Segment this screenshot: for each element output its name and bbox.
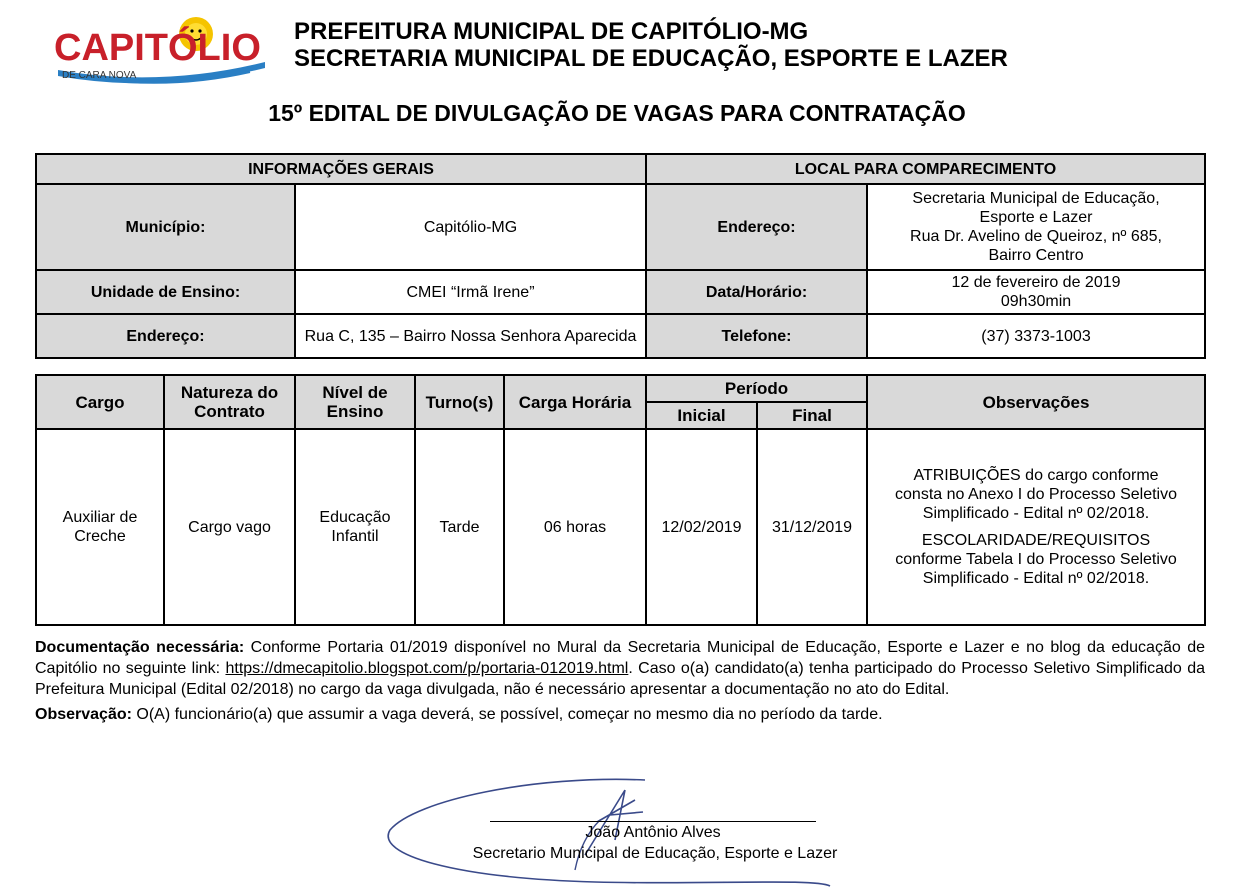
obs-escolaridade: ESCOLARIDADE/REQUISITOS conforme Tabela I do Processo Seletivo Simplificado - Edital nº 02/2018. (895, 532, 1177, 587)
location-header: LOCAL PARA COMPARECIMENTO (646, 154, 1205, 184)
col-observacoes: Observações (867, 375, 1205, 429)
unidade-label: Unidade de Ensino: (36, 270, 295, 314)
signer-name: João Antônio Alves (585, 824, 721, 841)
data-horario-value: 12 de fevereiro de 2019 09h30min (867, 270, 1205, 314)
col-turno: Turno(s) (415, 375, 504, 429)
documentation-note: Documentação necessária: Conforme Portaria 01/2019 disponível no Mural da Secretaria Municipal de Educação, Esporte e Lazer e no blog da educação de Capitólio no seguinte link: https://dmecapitolio.blogspot.com/p/portaria-012019.html. Caso o(a) candidato(a) tenha participado do Processo Seletivo Simplificado da Prefeitura Municipal (Edital 02/2018) no cargo da vaga divulgada, não é necessário apresentar a documentação no ato do Edital. (35, 639, 1205, 698)
header-line-1: PREFEITURA MUNICIPAL DE CAPITÓLIO-MG (294, 18, 809, 45)
col-cargo: Cargo (36, 375, 164, 429)
endereco-unidade-label: Endereço: (36, 314, 295, 358)
logo-tagline: DE CARA NOVA (62, 70, 137, 81)
telefone-label: Telefone: (646, 314, 867, 358)
endereco-unidade-value: Rua C, 135 – Bairro Nossa Senhora Aparecida (295, 314, 646, 358)
obs-atribuicoes: ATRIBUIÇÕES do cargo conforme consta no Anexo I do Processo Seletivo Simplificado - Edital nº 02/2018. (895, 467, 1177, 522)
final-value: 31/12/2019 (757, 429, 867, 625)
endereco-local-label: Endereço: (646, 184, 867, 270)
logo-text: CAPITÓLIO (54, 27, 261, 69)
signature-line (490, 821, 816, 822)
inicial-value: 12/02/2019 (646, 429, 757, 625)
unidade-value: CMEI “Irmã Irene” (295, 270, 646, 314)
notes (35, 637, 1205, 729)
cargo-value: Auxiliar de Creche (36, 429, 164, 625)
capitolio-logo (50, 12, 272, 86)
general-info-table (35, 153, 1206, 359)
observacoes-value (867, 429, 1205, 625)
col-periodo: Período (646, 375, 867, 402)
natureza-value: Cargo vago (164, 429, 295, 625)
municipio-label: Município: (36, 184, 295, 270)
carga-value: 06 horas (504, 429, 646, 625)
telefone-value: (37) 3373-1003 (867, 314, 1205, 358)
vacancies-table (35, 374, 1206, 626)
municipio-value: Capitólio-MG (295, 184, 646, 270)
table-row (36, 429, 1205, 625)
signer-role: Secretario Municipal de Educação, Esporte e Lazer (472, 845, 838, 862)
col-carga: Carga Horária (504, 375, 646, 429)
col-natureza: Natureza do Contrato (164, 375, 295, 429)
data-horario-label: Data/Horário: (646, 270, 867, 314)
document-title: 15º EDITAL DE DIVULGAÇÃO DE VAGAS PARA CONTRATAÇÃO (268, 100, 966, 126)
col-final: Final (757, 402, 867, 429)
general-info-header: INFORMAÇÕES GERAIS (36, 154, 646, 184)
col-inicial: Inicial (646, 402, 757, 429)
turno-value: Tarde (415, 429, 504, 625)
document-header (294, 18, 1008, 72)
portaria-link[interactable]: https://dmecapitolio.blogspot.com/p/portaria-012019.html (225, 660, 629, 677)
header-line-2: SECRETARIA MUNICIPAL DE EDUCAÇÃO, ESPORTE E LAZER (294, 45, 1008, 72)
observation-note: Observação: O(A) funcionário(a) que assumir a vaga deverá, se possível, começar no mesmo dia no período da tarde. (35, 706, 883, 723)
col-nivel: Nível de Ensino (295, 375, 415, 429)
nivel-value: Educação Infantil (295, 429, 415, 625)
endereco-local-value: Secretaria Municipal de Educação, Esporte e Lazer Rua Dr. Avelino de Queiroz, nº 685, Bairro Centro (867, 184, 1205, 270)
